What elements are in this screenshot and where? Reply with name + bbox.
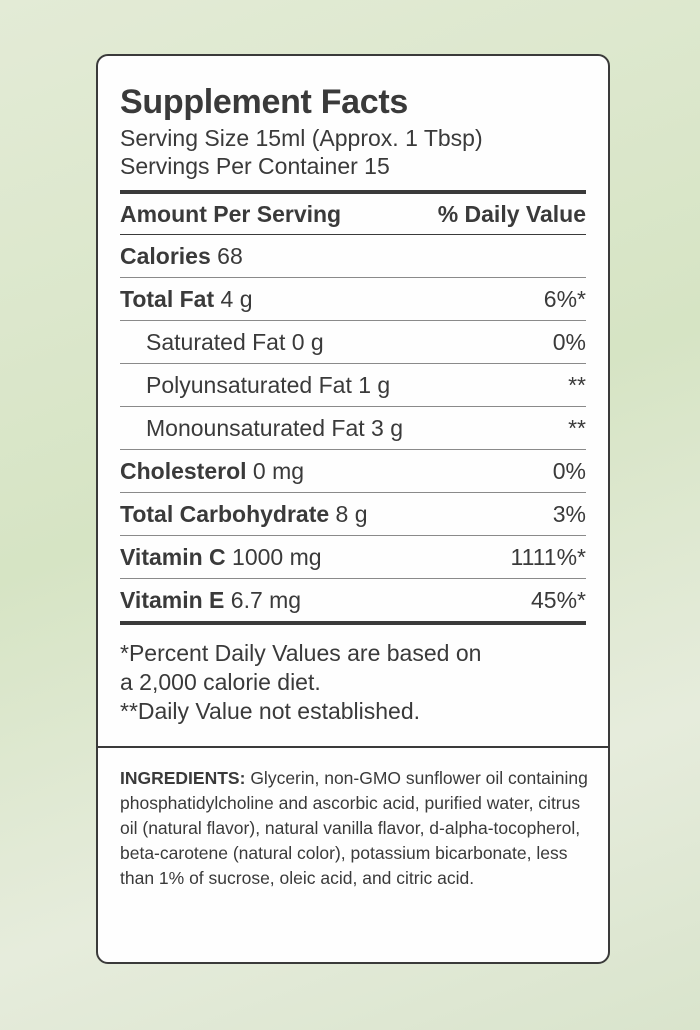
- table-row: [120, 578, 586, 621]
- supplement-facts-label: [96, 54, 610, 964]
- footnotes: [120, 639, 586, 726]
- table-row: [120, 320, 586, 363]
- nutrient-amount: 8 g: [335, 500, 368, 527]
- serving-size: Serving Size 15ml (Approx. 1 Tbsp): [120, 125, 483, 151]
- footnote-not-established: **Daily Value not established.: [120, 698, 421, 724]
- nutrient-amount: 68: [217, 242, 243, 269]
- table-row: [120, 277, 586, 320]
- table-row: [120, 449, 586, 492]
- daily-value: 45%*: [531, 586, 586, 613]
- daily-value: 3%: [552, 500, 586, 527]
- table-row: [120, 535, 586, 578]
- thick-divider: [120, 621, 586, 625]
- table-row: [120, 492, 586, 535]
- daily-value: **: [568, 414, 586, 441]
- daily-value: 1111%*: [510, 543, 586, 570]
- nutrient-amount: 1000 mg: [232, 543, 322, 570]
- nutrient-amount: 0 mg: [252, 457, 305, 484]
- section-divider: [98, 746, 608, 748]
- nutrient-name: Calories: [120, 242, 211, 269]
- table-row: [120, 406, 586, 449]
- nutrient-name: Vitamin E: [120, 586, 225, 613]
- servings-per-container: Servings Per Container 15: [120, 153, 390, 179]
- daily-value: 6%*: [543, 285, 586, 312]
- ingredients-block: [120, 766, 588, 891]
- ingredients-text: Glycerin, non-GMO sunflower oil containing phosphatidylcholine and ascorbic acid, purified water, citrus oil (natural flavor), natural vanilla flavor, d-alpha-tocopherol, beta-carotene (natural color), potassium bicarbonate, less than 1% of sucrose, oleic acid, and citric acid.: [120, 768, 588, 888]
- table-row: [120, 234, 586, 277]
- nutrient-name: Total Fat: [120, 285, 215, 312]
- facts-panel: [120, 80, 586, 726]
- nutrient-name: Total Carbohydrate: [120, 500, 330, 527]
- nutrient-name: Polyunsaturated Fat 1 g: [146, 371, 391, 398]
- nutrient-name: Monounsaturated Fat 3 g: [146, 414, 403, 441]
- nutrient-name: Saturated Fat 0 g: [146, 328, 324, 355]
- header-amount-per-serving: Amount Per Serving: [120, 200, 342, 227]
- daily-value: 0%: [552, 328, 586, 355]
- daily-value: 0%: [552, 457, 586, 484]
- nutrient-name: Vitamin C: [120, 543, 226, 570]
- label-title: Supplement Facts: [120, 83, 409, 121]
- daily-value: **: [568, 371, 586, 398]
- footnote-calorie-diet: a 2,000 calorie diet.: [120, 669, 321, 695]
- footnote-daily-values: *Percent Daily Values are based on: [120, 640, 482, 666]
- table-header: [120, 194, 586, 234]
- nutrient-amount: 6.7 mg: [230, 586, 302, 613]
- table-row: [120, 363, 586, 406]
- nutrient-name: Cholesterol: [120, 457, 247, 484]
- header-daily-value: % Daily Value: [437, 200, 586, 227]
- ingredients-heading: INGREDIENTS:: [120, 768, 246, 788]
- nutrient-amount: 4 g: [220, 285, 253, 312]
